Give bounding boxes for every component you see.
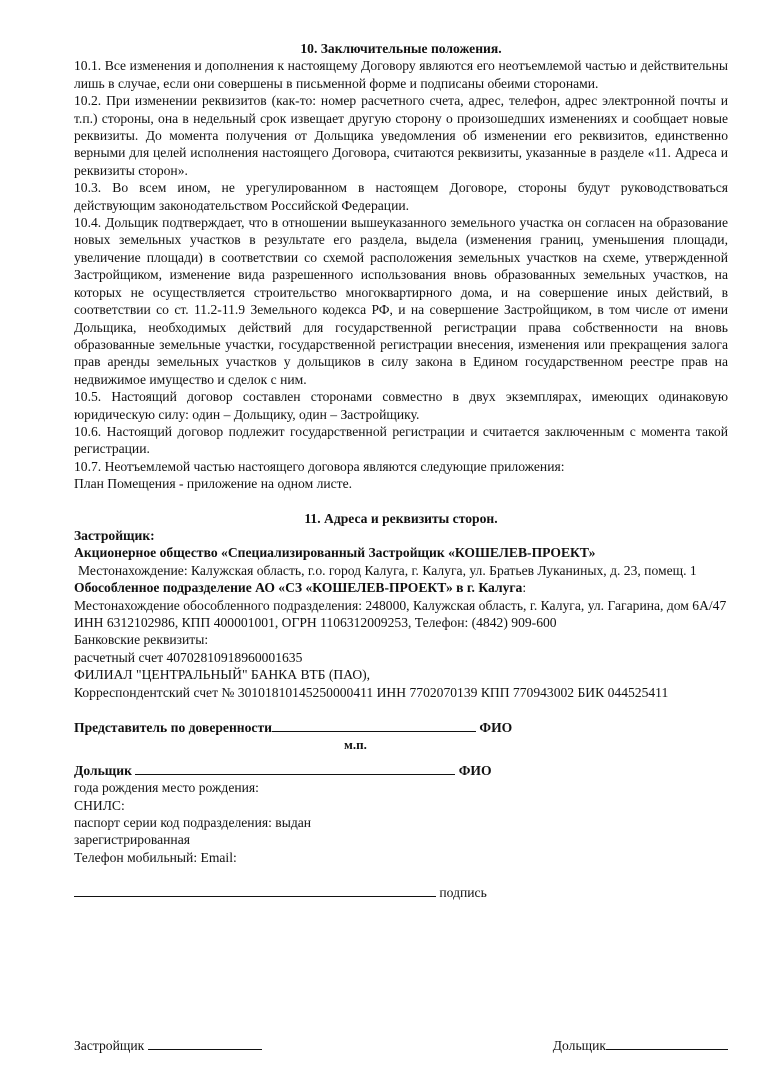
bank-name: ФИЛИАЛ "ЦЕНТРАЛЬНЫЙ" БАНКА ВТБ (ПАО),: [74, 667, 371, 683]
branch-line: [74, 579, 728, 596]
birth-info: года рождения место рождения:: [74, 780, 259, 796]
clause-10-4: 10.4. Дольщик подтверждает, что в отношении вышеуказанного земельного участка он согласен на образование новых земельных участков в результате его раздела, выдела (изменения границ, уменьшения площади, увеличение площади) в соответствии со схемой расположения земельных участков на схеме, утвержденной Застройщиком, изменение вида разрешенного использования вновь образованных земельных участков, на которых не осуществляется строительство многоквартирного дома, и на совершение иных действий, в соответствии со ст. 11.2-11.9 Земельного кодекса РФ, и на совершение Застройщиком, в том числе от имени Дольщика, необходимых действий для государственной регистрации права собственности на вновь образованные земельные участки, государственной регистрации внесения, изменения или прекращения залога прав аренды земельных участков у дольщиков в силу закона в Едином государственном реестре прав на недвижимое имущество и сделок с ним.: [74, 215, 728, 387]
shareholder-line: [74, 762, 728, 779]
signature-line: [74, 884, 728, 901]
section-10: [74, 40, 728, 493]
fio-label: ФИО: [458, 762, 492, 778]
footer-developer-line: [148, 1037, 262, 1050]
registered: зарегистрированная: [74, 832, 190, 848]
footer-developer-label: Застройщик: [74, 1037, 145, 1053]
passport: паспорт серии код подразделения: выдан: [74, 815, 312, 831]
stamp-label: м.п.: [344, 737, 367, 753]
fio-label: ФИО: [479, 720, 513, 736]
section-11: [74, 510, 728, 701]
clause-10-5: 10.5. Настоящий договор составлен сторонами совместно в двух экземплярах, имеющих одинаковую юридическую силу: один – Дольщику, один – Застройщику.: [74, 389, 728, 422]
snils: СНИЛС:: [74, 797, 125, 813]
bank-account: расчетный счет 40702810918960001635: [74, 649, 303, 665]
bank-label: Банковские реквизиты:: [74, 632, 209, 648]
representative-label: Представитель по доверенности: [74, 720, 272, 736]
footer-developer: [74, 1037, 262, 1054]
footer-shareholder-line: [606, 1037, 728, 1050]
branch-location: Местонахождение обособленного подразделения: 248000, Калужская область, г. Калуга, ул. Гагарина, дом 6А/47: [74, 597, 727, 613]
clause-10-1: 10.1. Все изменения и дополнения к настоящему Договору являются его неотъемлемой частью и действительны лишь в случае, если они совершены в письменной форме и подписаны обеими сторонами.: [74, 58, 728, 91]
representative-signature-line: [272, 719, 476, 732]
clause-10-3: 10.3. Во всем ином, не урегулированном в настоящем Договоре, стороны будут руководствоваться действующим законодательством Российской Федерации.: [74, 180, 728, 213]
clause-10-7: 10.7. Неотъемлемой частью настоящего договора являются следующие приложения:: [74, 458, 565, 474]
footer-shareholder-label: Дольщик: [552, 1037, 606, 1053]
company-name: Акционерное общество «Специализированный Застройщик «КОШЕЛЕВ-ПРОЕКТ»: [74, 545, 596, 561]
signatures: [74, 719, 728, 902]
company-ids: ИНН 6312102986, КПП 400001001, ОГРН 1106312009253, Телефон: (4842) 909-600: [74, 615, 557, 630]
footer: [74, 1013, 728, 1054]
signature-underline: [74, 884, 436, 897]
appendix-line: План Помещения - приложение на одном листе.: [74, 476, 353, 492]
correspondent-account: Корреспондентский счет № 30101810145250000411 ИНН 7702070139 КПП 770943002 БИК 044525411: [74, 684, 669, 700]
branch-colon: :: [522, 580, 527, 596]
section-10-title: 10. Заключительные положения.: [300, 41, 502, 56]
phone-email: Телефон мобильный: Email:: [74, 849, 237, 865]
clause-10-2: 10.2. При изменении реквизитов (как-то: номер расчетного счета, адрес, телефон, адрес электронной почты и т.п.) стороны, она в недельный срок извещает другую сторону о произошедших изменениях и сообщает новые реквизиты. До момента получения от Дольщика уведомления об изменении его реквизитов, единственно верными для целей исполнения настоящего Договора, считаются реквизиты, указанные в разделе «11. Адреса и реквизиты сторон».: [74, 93, 728, 178]
company-location: Местонахождение: Калужская область, г.о. город Калуга, г. Калуга, ул. Братьев Луканиных, д. 23, помещ. 1: [78, 562, 697, 578]
section-11-title: 11. Адреса и реквизиты сторон.: [304, 510, 498, 526]
shareholder-label: Дольщик: [74, 762, 132, 778]
representative-line: [74, 719, 728, 736]
footer-shareholder: [553, 1037, 728, 1054]
shareholder-signature-line: [135, 762, 455, 775]
branch-name: Обособленное подразделение АО «СЗ «КОШЕЛЕВ-ПРОЕКТ» в г. Калуга: [74, 580, 523, 596]
clause-10-6: 10.6. Настоящий договор подлежит государственной регистрации и считается заключенным с момента такой регистрации.: [74, 423, 728, 457]
developer-label: Застройщик:: [74, 527, 155, 543]
signature-label: подпись: [439, 885, 487, 901]
